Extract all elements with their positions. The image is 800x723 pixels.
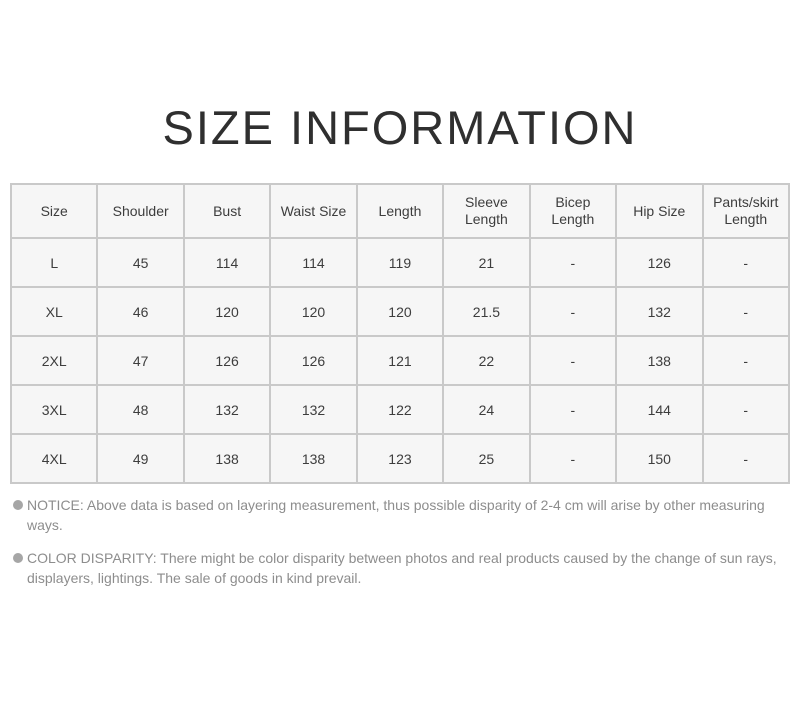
measurement-cell: 120 [357,287,443,336]
column-header: Length [357,184,443,238]
size-label-cell: 4XL [11,434,97,483]
measurement-cell: 119 [357,238,443,287]
measurement-cell: 48 [97,385,183,434]
measurement-cell: - [530,434,616,483]
notes-section [14,495,788,588]
measurement-cell: 24 [443,385,529,434]
measurement-cell: 126 [184,336,270,385]
measurement-cell: 132 [616,287,702,336]
table-row [11,336,789,385]
measurement-cell: 132 [270,385,356,434]
measurement-cell: - [703,238,790,287]
measurement-cell: - [703,287,790,336]
size-label-cell: L [11,238,97,287]
measurement-cell: 45 [97,238,183,287]
measurement-cell: 22 [443,336,529,385]
column-header: Sleeve Length [443,184,529,238]
measurement-cell: 21.5 [443,287,529,336]
measurement-cell: 138 [270,434,356,483]
measurement-cell: 150 [616,434,702,483]
measurement-cell: 46 [97,287,183,336]
measurement-cell: 120 [184,287,270,336]
size-table [10,183,790,484]
note-text: NOTICE: Above data is based on layering measurement, thus possible disparity of 2-4 cm will arise by other measuring ways. [27,497,765,533]
note-paragraph [14,548,788,588]
size-label-cell: 3XL [11,385,97,434]
measurement-cell: - [530,385,616,434]
measurement-cell: 21 [443,238,529,287]
measurement-cell: 49 [97,434,183,483]
measurement-cell: 122 [357,385,443,434]
column-header: Shoulder [97,184,183,238]
bullet-icon [13,500,23,510]
measurement-cell: 138 [616,336,702,385]
table-row [11,434,789,483]
column-header: Bust [184,184,270,238]
column-header: Size [11,184,97,238]
measurement-cell: 138 [184,434,270,483]
size-label-cell: XL [11,287,97,336]
measurement-cell: 114 [184,238,270,287]
measurement-cell: 123 [357,434,443,483]
measurement-cell: 121 [357,336,443,385]
size-table-head [11,184,789,238]
measurement-cell: 126 [616,238,702,287]
table-row [11,238,789,287]
measurement-cell: - [530,336,616,385]
column-header: Waist Size [270,184,356,238]
measurement-cell: 47 [97,336,183,385]
measurement-cell: - [703,336,790,385]
measurement-cell: 132 [184,385,270,434]
table-row [11,385,789,434]
size-label-cell: 2XL [11,336,97,385]
bullet-icon [13,553,23,563]
measurement-cell: 120 [270,287,356,336]
measurement-cell: - [703,385,790,434]
measurement-cell: - [703,434,790,483]
measurement-cell: 126 [270,336,356,385]
measurement-cell: - [530,238,616,287]
measurement-cell: 114 [270,238,356,287]
column-header: Bicep Length [530,184,616,238]
table-row [11,287,789,336]
measurement-cell: 144 [616,385,702,434]
size-table-body [11,238,789,483]
measurement-cell: - [530,287,616,336]
page-title: SIZE INFORMATION [162,101,638,154]
column-header: Pants/skirt Length [703,184,790,238]
note-paragraph [14,495,788,535]
note-text: COLOR DISPARITY: There might be color disparity between photos and real products caused by the change of sun rays, displayers, lightings. The sale of goods in kind prevail. [27,550,777,586]
column-header: Hip Size [616,184,702,238]
size-table-header-row [11,184,789,238]
measurement-cell: 25 [443,434,529,483]
